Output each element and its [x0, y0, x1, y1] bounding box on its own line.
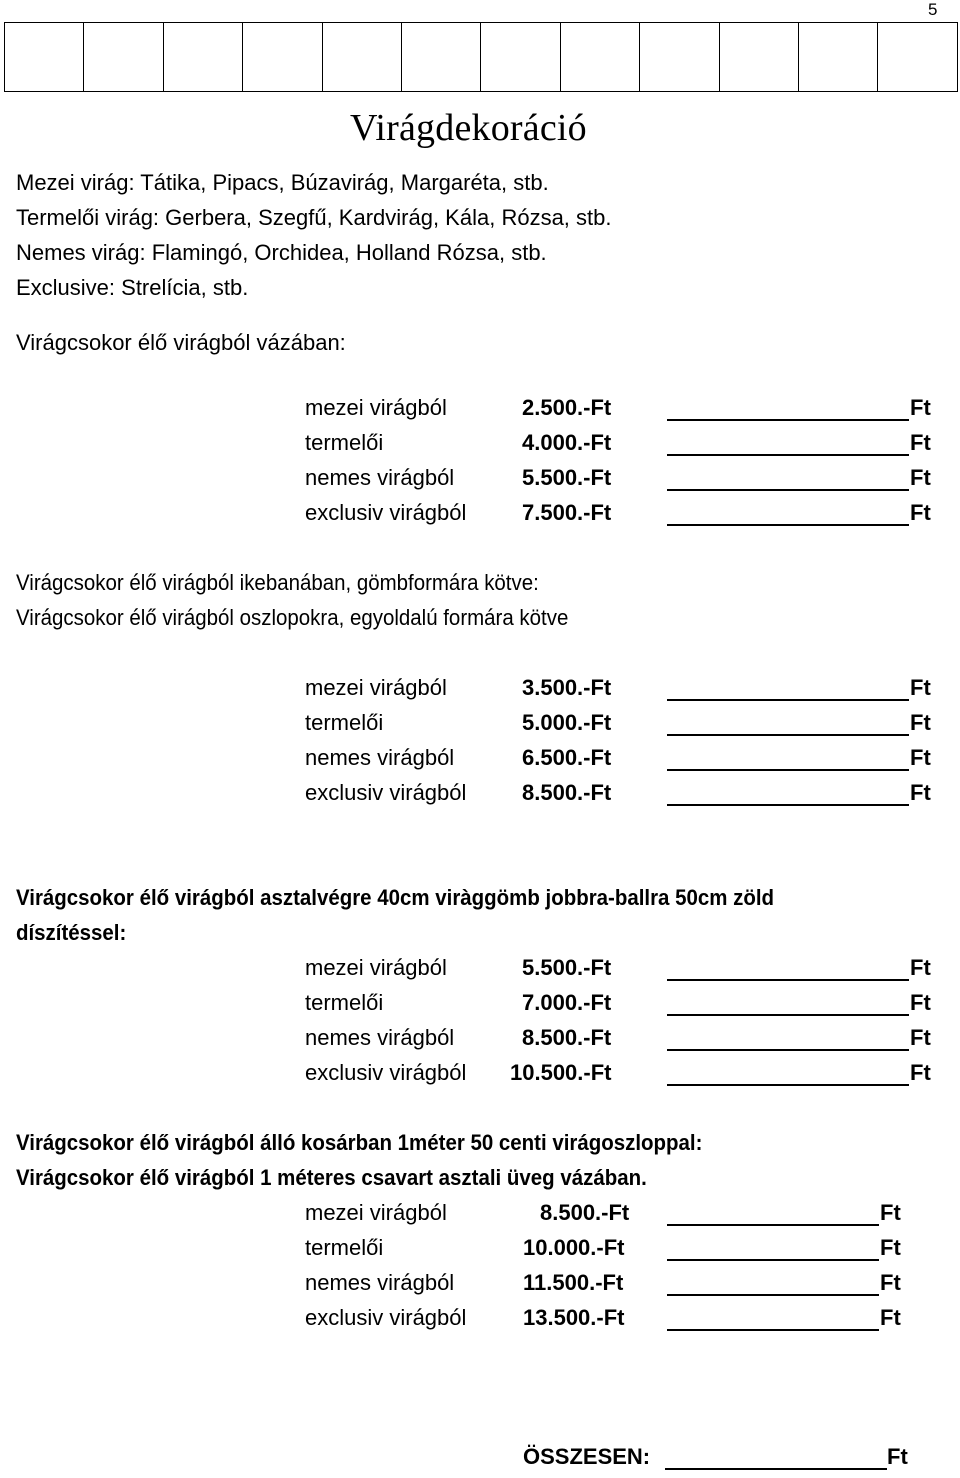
row-unit: Ft [910, 990, 931, 1015]
fill-in-line [667, 1025, 909, 1051]
row-unit: Ft [910, 465, 931, 490]
price-row [0, 1200, 960, 1234]
fill-in-line [667, 955, 909, 981]
price-row [0, 1305, 960, 1339]
row-unit: Ft [910, 745, 931, 770]
total-fill-in-line [665, 1444, 887, 1470]
row-label: mezei virágból [305, 1200, 447, 1225]
price-row [0, 675, 960, 709]
price-row [0, 745, 960, 779]
category-line: Mezei virág: Tátika, Pipacs, Búzavirág, Margaréta, stb. [16, 170, 549, 195]
row-unit: Ft [910, 675, 931, 700]
row-price: 2.500.-Ft [522, 395, 612, 420]
row-unit: Ft [880, 1270, 901, 1295]
fill-in-line [667, 745, 909, 771]
row-price: 5.000.-Ft [522, 710, 612, 735]
row-price: 6.500.-Ft [522, 745, 612, 770]
row-price: 11.500.-Ft [523, 1270, 624, 1295]
row-unit: Ft [880, 1200, 901, 1225]
row-label: mezei virágból [305, 395, 447, 420]
total-row [0, 1444, 960, 1478]
row-label: mezei virágból [305, 955, 447, 980]
section-heading: Virágcsokor élő virágból asztalvégre 40cm viràggömb jobbra-ballra 50cm zöld [16, 885, 775, 910]
row-price: 8.500.-Ft [540, 1200, 630, 1225]
row-unit: Ft [910, 500, 931, 525]
fill-in-line [667, 500, 909, 526]
section-heading: Virágcsokor élő virágból oszlopokra, egyoldalú formára kötve [16, 605, 569, 630]
row-label: exclusiv virágból [305, 1060, 467, 1085]
row-price: 7.500.-Ft [522, 500, 612, 525]
total-label: ÖSSZESEN: [523, 1444, 651, 1469]
row-price: 13.500.-Ft [523, 1305, 625, 1330]
fill-in-line [667, 1200, 879, 1226]
price-row [0, 780, 960, 814]
row-unit: Ft [880, 1305, 901, 1330]
category-line: Exclusive: Strelícia, stb. [16, 275, 249, 300]
row-unit: Ft [910, 1025, 931, 1050]
row-price: 5.500.-Ft [522, 955, 612, 980]
row-price: 8.500.-Ft [522, 1025, 612, 1050]
row-label: nemes virágból [305, 465, 455, 490]
row-label: nemes virágból [305, 1270, 455, 1295]
header-grid [4, 22, 958, 92]
price-row [0, 1235, 960, 1269]
row-label: exclusiv virágból [305, 1305, 467, 1330]
price-row [0, 990, 960, 1024]
price-row [0, 1060, 960, 1094]
row-label: exclusiv virágból [305, 780, 467, 805]
row-price: 3.500.-Ft [522, 675, 612, 700]
row-label: nemes virágból [305, 1025, 455, 1050]
fill-in-line [667, 395, 909, 421]
section-heading: Virágcsokor élő virágból vázában: [16, 330, 346, 355]
row-unit: Ft [910, 955, 931, 980]
price-row [0, 430, 960, 464]
row-label: termelői [305, 990, 384, 1015]
price-row [0, 395, 960, 429]
price-row [0, 710, 960, 744]
row-unit: Ft [880, 1235, 901, 1260]
row-unit: Ft [910, 780, 931, 805]
row-price: 10.000.-Ft [523, 1235, 625, 1260]
row-label: termelői [305, 1235, 384, 1260]
fill-in-line [667, 710, 909, 736]
page-number: 5 [928, 0, 938, 19]
fill-in-line [667, 1270, 879, 1296]
row-label: mezei virágból [305, 675, 447, 700]
fill-in-line [667, 465, 909, 491]
category-line: Nemes virág: Flamingó, Orchidea, Holland Rózsa, stb. [16, 240, 547, 265]
price-row [0, 465, 960, 499]
price-row [0, 1025, 960, 1059]
row-unit: Ft [910, 1060, 931, 1085]
category-line: Termelői virág: Gerbera, Szegfű, Kardvirág, Kála, Rózsa, stb. [16, 205, 612, 230]
page-title: Virágdekoráció [350, 107, 587, 149]
fill-in-line [667, 780, 909, 806]
fill-in-line [667, 430, 909, 456]
fill-in-line [667, 1305, 879, 1331]
fill-in-line [667, 990, 909, 1016]
row-label: termelői [305, 430, 384, 455]
price-row [0, 955, 960, 989]
row-label: nemes virágból [305, 745, 455, 770]
section-heading: Virágcsokor élő virágból 1 méteres csavart asztali üveg vázában. [16, 1165, 647, 1190]
row-label: termelői [305, 710, 384, 735]
row-price: 7.000.-Ft [522, 990, 612, 1015]
row-price: 4.000.-Ft [522, 430, 612, 455]
total-unit: Ft [887, 1444, 908, 1469]
section-heading: Virágcsokor élő virágból álló kosárban 1méter 50 centi virágoszloppal: [16, 1130, 703, 1155]
row-unit: Ft [910, 710, 931, 735]
price-row [0, 500, 960, 534]
section-heading: Virágcsokor élő virágból ikebanában, gömbformára kötve: [16, 570, 539, 595]
row-unit: Ft [910, 430, 931, 455]
row-price: 8.500.-Ft [522, 780, 612, 805]
fill-in-line [667, 1060, 909, 1086]
row-price: 10.500.-Ft [510, 1060, 612, 1085]
row-label: exclusiv virágból [305, 500, 467, 525]
row-unit: Ft [910, 395, 931, 420]
price-row [0, 1270, 960, 1304]
row-price: 5.500.-Ft [522, 465, 612, 490]
fill-in-line [667, 1235, 879, 1261]
section-heading: díszítéssel: [16, 920, 127, 945]
fill-in-line [667, 675, 909, 701]
